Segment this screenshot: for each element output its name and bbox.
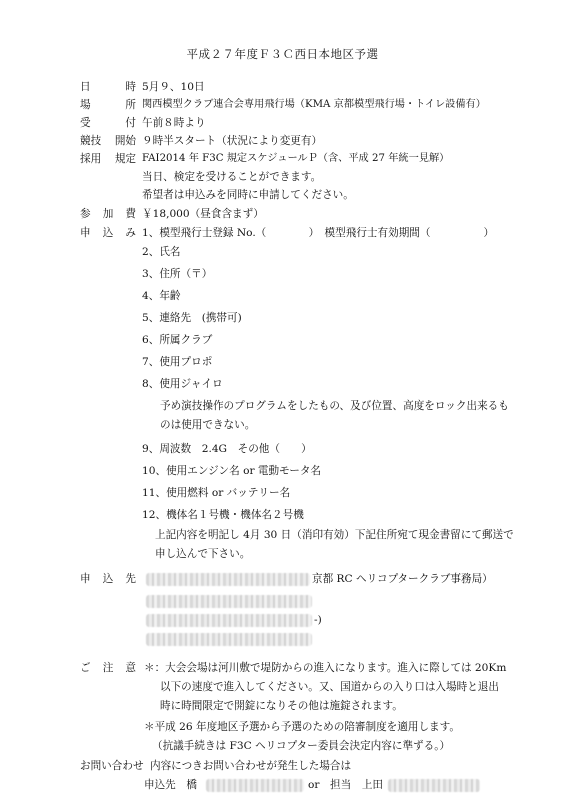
apply-item: 4、年齢 xyxy=(142,290,181,302)
apply-item: 10、使用エンジン名 or 電動モータ名 xyxy=(142,465,322,477)
apply-item: 1、模型飛行士登録 No.（ ） 模型飛行士有効期間（ ） xyxy=(142,227,495,239)
label-rules: 採用 規定 xyxy=(80,153,136,165)
redacted-block xyxy=(146,573,310,586)
value-date: 5月９、10日 xyxy=(142,81,205,93)
row-date xyxy=(0,79,565,95)
label-fee: 参 加 費 xyxy=(80,208,136,220)
note-line: ＊：大会会場は河川敷で堤防からの進入になります。進入に際しては 20Km xyxy=(144,662,507,674)
apply-item: 3、住所（〒） xyxy=(142,268,213,280)
label-date: 日 時 xyxy=(80,81,136,93)
value-start: ９時半スタート（状況により変更有） xyxy=(142,135,323,147)
note-line: ＊平成 26 年度地区予選から予選のための陪審制度を適用します。 xyxy=(144,721,460,733)
row-rules xyxy=(0,151,565,167)
row-inquiry xyxy=(0,758,565,774)
redacted-block xyxy=(206,779,304,792)
value-fee: ￥18,000（昼食含まず） xyxy=(142,208,264,220)
label-reception: 受 付 xyxy=(80,117,136,129)
apply-item: 7、使用プロポ xyxy=(142,356,213,368)
apply-item: 11、使用燃料 or バッテリー名 xyxy=(142,487,291,499)
label-apply: 申 込 み xyxy=(80,227,136,239)
note-line: 時に時間限定で開錠になりその他は施錠されます。 xyxy=(160,700,403,712)
row-rules-3 xyxy=(0,187,565,203)
apply-instruction: 申し込んで下さい。 xyxy=(155,548,251,560)
document-title: 平成２７年度Ｆ３Ｃ西日本地区予選 xyxy=(186,47,379,61)
row-start xyxy=(0,133,565,149)
redacted-block xyxy=(146,595,312,608)
apply-item: 5、連絡先 (携帯可) xyxy=(142,312,242,324)
apply-item: 12、機体名１号機・機体名２号機 xyxy=(142,509,304,521)
label-inquiry: お問い合わせ xyxy=(80,760,144,772)
redacted-block xyxy=(146,614,312,627)
value-reception: 午前８時より xyxy=(142,117,206,129)
label-notes: ご 注 意 xyxy=(80,662,136,674)
destination-text: 京都 RC ヘリコプタークラブ事務局） xyxy=(312,573,493,585)
apply-item-note: のは使用できない。 xyxy=(160,419,256,431)
contact-prefix: 申込先 橋 xyxy=(144,779,197,791)
apply-instruction: 上記内容を明記し 4月 30 日（消印有効）下記住所宛て現金書留にて郵送で xyxy=(155,529,514,541)
redacted-block xyxy=(388,779,480,792)
rules-line-2: 当日、検定を受けることができます。 xyxy=(142,171,322,183)
apply-item: 8、使用ジャイロ xyxy=(142,378,223,390)
apply-item: 9、周波数 2.4G その他（ ） xyxy=(142,443,312,455)
value-place: 関西模型クラブ連合会専用飛行場（KMA 京都模型飛行場・トイレ設備有） xyxy=(142,99,486,110)
row-place xyxy=(0,97,565,113)
destination-text-2: -) xyxy=(314,614,322,626)
row-rules-2 xyxy=(0,169,565,185)
label-place: 場 所 xyxy=(80,99,136,111)
label-destination: 申 込 先 xyxy=(80,573,136,585)
apply-item-note: 予め演技操作のプログラムをしたもの、及び位置、高度をロック出来るも xyxy=(160,400,509,412)
note-line: 以下の速度で進入してください。又、国道からの入り口は入場時と退出 xyxy=(160,681,499,693)
contact-or: or 担当 上田 xyxy=(308,779,384,791)
inquiry-text: 内容につきお問い合わせが発生した場合は xyxy=(150,760,352,772)
row-fee xyxy=(0,206,565,222)
value-rules: FAI2014 年 F3C 規定スケジュールＰ（含、平成 27 年統一見解） xyxy=(142,153,450,164)
apply-item: 6、所属クラブ xyxy=(142,334,213,346)
row-notes xyxy=(0,660,565,676)
redacted-block xyxy=(146,633,312,646)
apply-item: 2、氏名 xyxy=(142,246,181,258)
row-reception xyxy=(0,115,565,131)
rules-line-3: 希望者は申込みを同時に申請してください。 xyxy=(142,189,354,201)
label-start: 競技 開始 xyxy=(80,135,136,147)
note-line: （抗議手続きは F3C ヘリコプター委員会決定内容に準ずる。） xyxy=(152,740,451,752)
